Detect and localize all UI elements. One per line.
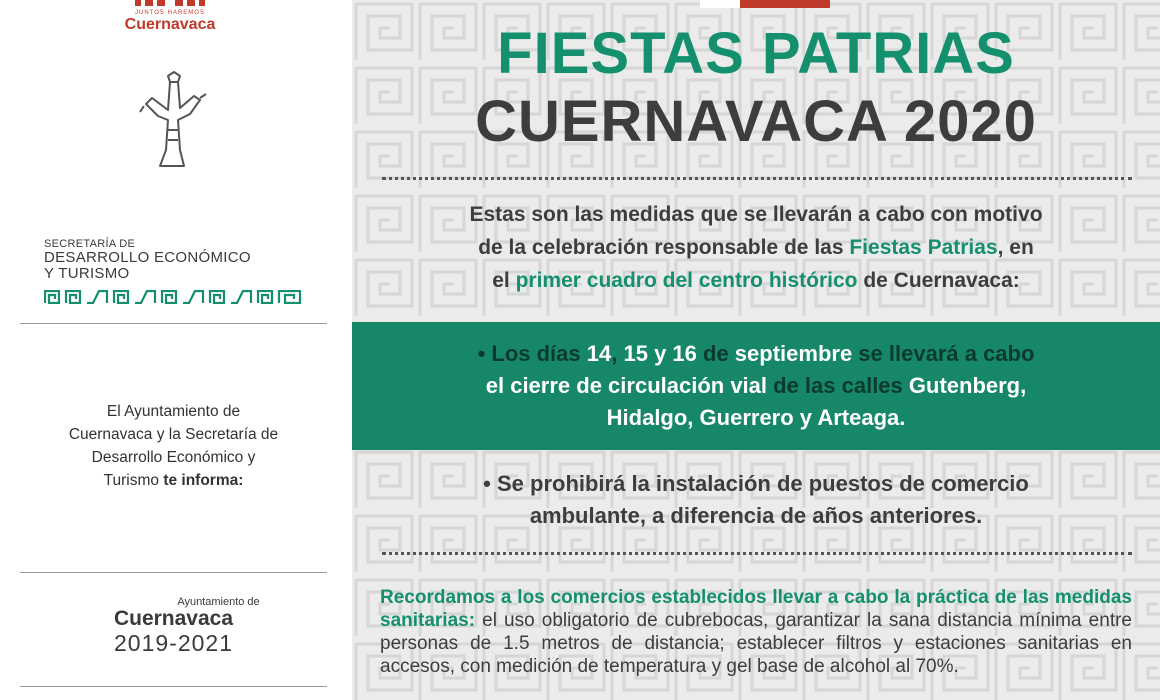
info-line3: Desarrollo Económico y xyxy=(91,449,256,466)
info-emphasis: te informa: xyxy=(163,472,244,489)
flag-ribbon-icon xyxy=(700,0,830,8)
m1-de-las-calles: de las calles xyxy=(767,373,909,398)
reminder-paragraph xyxy=(380,586,1132,678)
dotted-divider xyxy=(382,552,1132,555)
info-text xyxy=(20,400,327,492)
measure2-text xyxy=(372,468,1140,532)
m1-comma: , xyxy=(611,341,624,366)
intro-highlight-centro: primer cuadro del centro histórico xyxy=(515,269,858,292)
intro-line2-end: , en xyxy=(997,236,1034,259)
intro-line2-text: de la celebración responsable de las xyxy=(478,236,850,259)
divider xyxy=(20,323,327,324)
divider xyxy=(20,686,327,687)
reminder-highlight: Recordamos a los comercios establecidos llevar a cabo la práctica de las medidas sanitarias: xyxy=(380,587,1132,631)
m1-day14: 14 xyxy=(586,341,612,366)
logo-city: Cuernavaca xyxy=(124,16,216,33)
title-cuernavaca-2020: CUERNAVACA 2020 xyxy=(475,89,1037,154)
info-line2: Cuernavaca y la Secretaría de xyxy=(68,426,279,443)
secretaria-logo-text xyxy=(44,238,314,282)
m1-se-llevara: se llevará a cabo xyxy=(852,341,1035,366)
m1-gutenberg: Gutenberg, xyxy=(908,373,1027,398)
ayuntamiento-logo xyxy=(20,596,327,656)
intro-line2 xyxy=(372,231,1140,264)
crest-icon xyxy=(135,0,205,6)
glyph-icon xyxy=(138,70,208,170)
m1-a: • Los días xyxy=(477,341,587,366)
info-line4 xyxy=(20,469,327,492)
intro-highlight-fiestas: Fiestas Patrias xyxy=(849,236,998,259)
measure1-text xyxy=(370,338,1142,434)
intro-line3-text: el xyxy=(492,269,516,292)
sidebar xyxy=(0,0,352,700)
cuernavaca-logo xyxy=(105,0,235,40)
intro-paragraph xyxy=(372,198,1140,297)
m1-cierre: el cierre de circulación vial xyxy=(485,373,768,398)
measure1-line2 xyxy=(370,370,1142,402)
greca-pattern-icon xyxy=(44,290,302,304)
secretaria-line1: SECRETARÍA DE xyxy=(44,238,136,250)
ayuntamiento-name: Cuernavaca xyxy=(113,607,234,630)
measure2-line2: ambulante, a diferencia de años anteriores. xyxy=(529,503,983,528)
m1-days: 15 y 16 xyxy=(623,341,697,366)
info-line1: El Ayuntamiento de xyxy=(106,403,241,420)
poster-panel xyxy=(352,0,1160,700)
divider xyxy=(20,572,327,573)
measure1-line1 xyxy=(370,338,1142,370)
measure1-line3: Hidalgo, Guerrero y Arteaga. xyxy=(606,405,906,430)
secretaria-line3: Y TURISMO xyxy=(44,265,130,282)
intro-line3 xyxy=(372,264,1140,297)
m1-month: septiembre xyxy=(734,341,853,366)
intro-line3-end: de Cuernavaca: xyxy=(857,269,1020,292)
info-line4-text: Turismo xyxy=(103,472,164,489)
ayuntamiento-label: Ayuntamiento de xyxy=(177,596,260,608)
ayuntamiento-years: 2019-2021 xyxy=(114,630,233,656)
m1-de: de xyxy=(696,341,735,366)
intro-line1: Estas son las medidas que se llevarán a cabo con motivo xyxy=(469,203,1043,226)
secretaria-line2: DESARROLLO ECONÓMICO xyxy=(44,249,251,266)
logo-tagline: JUNTOS HAREMOS xyxy=(135,10,205,16)
dotted-divider xyxy=(382,177,1132,180)
title-fiestas-patrias: FIESTAS PATRIAS xyxy=(497,21,1015,86)
reminder-text: el uso obligatorio de cubrebocas, garantizar la sana distancia mínima entre personas de 1.5 metros de distancia; establecer filtros y estaciones sanitarias en accesos, con medición de temperatura y gel base de alcohol al 70%. xyxy=(380,610,1132,677)
measure2-line1: • Se prohibirá la instalación de puestos de comercio xyxy=(483,471,1029,496)
